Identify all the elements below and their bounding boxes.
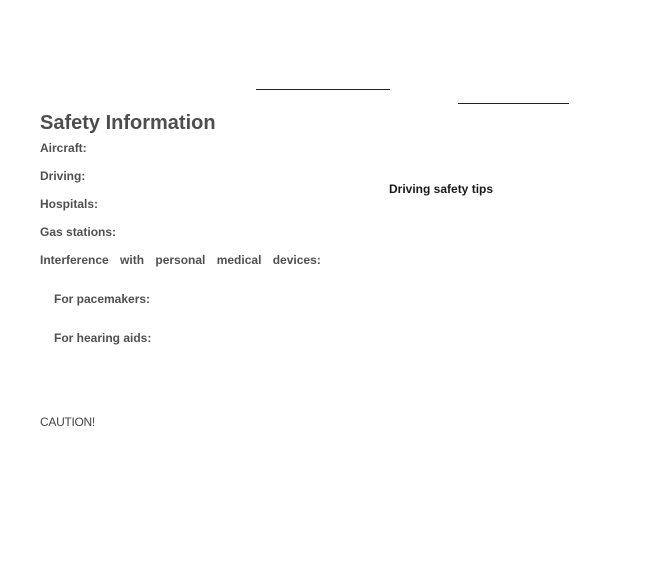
hearing-aids-label: For hearing aids: (54, 331, 152, 345)
aircraft-label: Aircraft: (40, 141, 87, 155)
hospitals-label: Hospitals: (40, 197, 99, 211)
driving-label: Driving: (40, 169, 86, 183)
blank-line-1 (256, 89, 390, 90)
caution-label: CAUTION! (40, 415, 95, 429)
page-title: Safety Information (40, 112, 216, 134)
blank-line-2 (458, 103, 569, 104)
gas-stations-label: Gas stations: (40, 225, 117, 239)
pacemakers-label: For pacemakers: (54, 292, 151, 306)
driving-safety-tips-link[interactable]: Driving safety tips (389, 182, 494, 196)
interference-label: Interference with personal medical devices: (40, 253, 321, 267)
